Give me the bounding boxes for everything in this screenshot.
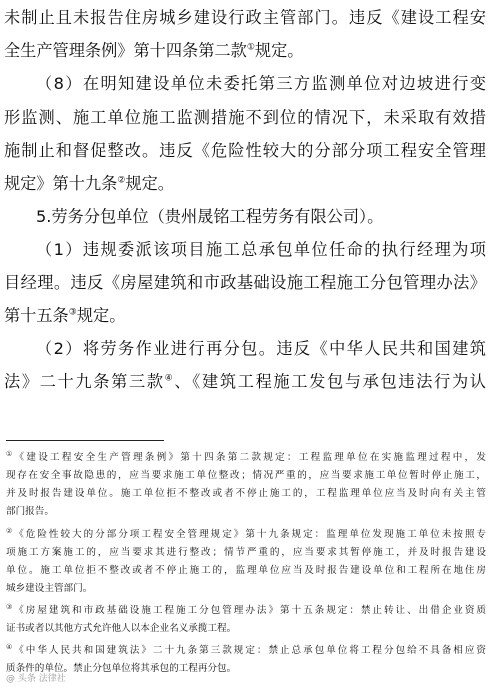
footnote-ref[interactable]: ④ bbox=[164, 373, 175, 384]
footnote-mark: ① bbox=[6, 449, 15, 458]
body-line: 第十五条③规定。 bbox=[4, 306, 126, 325]
footnote-2-line: ②《危险性较大的分部分项工程安全管理规定》第十九条规定：监理单位发现施工单位未按照专 bbox=[6, 526, 486, 540]
section-heading: 5.劳务分包单位（贵州晟铭工程劳务有限公司）。 bbox=[36, 207, 384, 226]
footnote-2-line: 单位。施工单位拒不整改或者不停止施工的，监理单位应当及时报告建设单位和工程所在地住房 bbox=[6, 565, 486, 576]
footnote-mark: ④ bbox=[6, 642, 15, 651]
body-line: （1）违规委派该项目施工总承包单位任命的执行经理为项 bbox=[36, 240, 486, 259]
footnote-mark: ② bbox=[6, 526, 15, 535]
body-line: 全生产管理条例》第十四条第二款①规定。 bbox=[4, 41, 304, 60]
footnote-ref[interactable]: ① bbox=[246, 42, 255, 53]
body-line: （8）在明知建设单位未委托第三方监测单位对边坡进行变 bbox=[36, 74, 486, 93]
footnote-2-line: 城乡建设主管部门。 bbox=[6, 583, 93, 594]
footnote-ref[interactable]: ③ bbox=[68, 307, 77, 318]
footnote-3-line: ③《房屋建筑和市政基础设施工程施工分包管理办法》第十五条规定：禁止转让、出借企业资质 bbox=[6, 602, 486, 616]
footnote-mark: ③ bbox=[6, 602, 15, 611]
footnote-1-line: 现存在安全事故隐患的，应当要求施工单位整改；情况严重的，应当要求施工单位暂时停止施工， bbox=[6, 470, 486, 481]
footnote-1-line: 并及时报告建设单位。施工单位拒不整改或者不停止施工的，工程监理单位应当及时向有关主管 bbox=[6, 488, 486, 499]
body-line: 规定》第十九条②规定。 bbox=[4, 174, 174, 193]
body-line: 目经理。违反《房屋建筑和市政基础设施工程施工分包管理办法》 bbox=[4, 273, 486, 292]
footnote-ref[interactable]: ② bbox=[117, 175, 126, 186]
body-line: 形监测、施工单位施工监测措施不到位的情况下，未采取有效措 bbox=[4, 108, 486, 127]
footnote-4-line: 质条件的单位。禁止分包单位将其承包的工程再分包。 bbox=[6, 663, 237, 674]
body-line: 施制止和督促整改。违反《危险性较大的分部分项工程安全管理 bbox=[4, 141, 486, 160]
footnote-3-line: 证书或者以其他方式允许他人以本企业名义承揽工程。 bbox=[6, 623, 237, 634]
body-line: 法》二十九条第三款④、《建筑工程施工发包与承包违法行为认 bbox=[4, 372, 486, 391]
footnote-4-line: ④《中华人民共和国建筑法》二十九条第三款规定：禁止总承包单位将工程分包给不具备相应资 bbox=[6, 642, 486, 656]
footnote-separator bbox=[6, 440, 164, 441]
body-line: 未制止且未报告住房城乡建设行政主管部门。违反《建设工程安 bbox=[4, 8, 486, 27]
footnote-1-line: ①《建设工程安全生产管理条例》第十四条第二款规定：工程监理单位在实施监理过程中，发 bbox=[6, 449, 486, 463]
footnote-2-line: 项施工方案施工的，应当要求其进行整改；情节严重的，应当要求其暂停施工，并及时报告建设 bbox=[6, 547, 486, 558]
watermark: @ 头条 法律社 bbox=[6, 674, 66, 684]
footnote-1-line: 部门报告。 bbox=[6, 506, 54, 517]
body-line: （2）将劳务作业进行再分包。违反《中华人民共和国建筑 bbox=[36, 339, 486, 358]
